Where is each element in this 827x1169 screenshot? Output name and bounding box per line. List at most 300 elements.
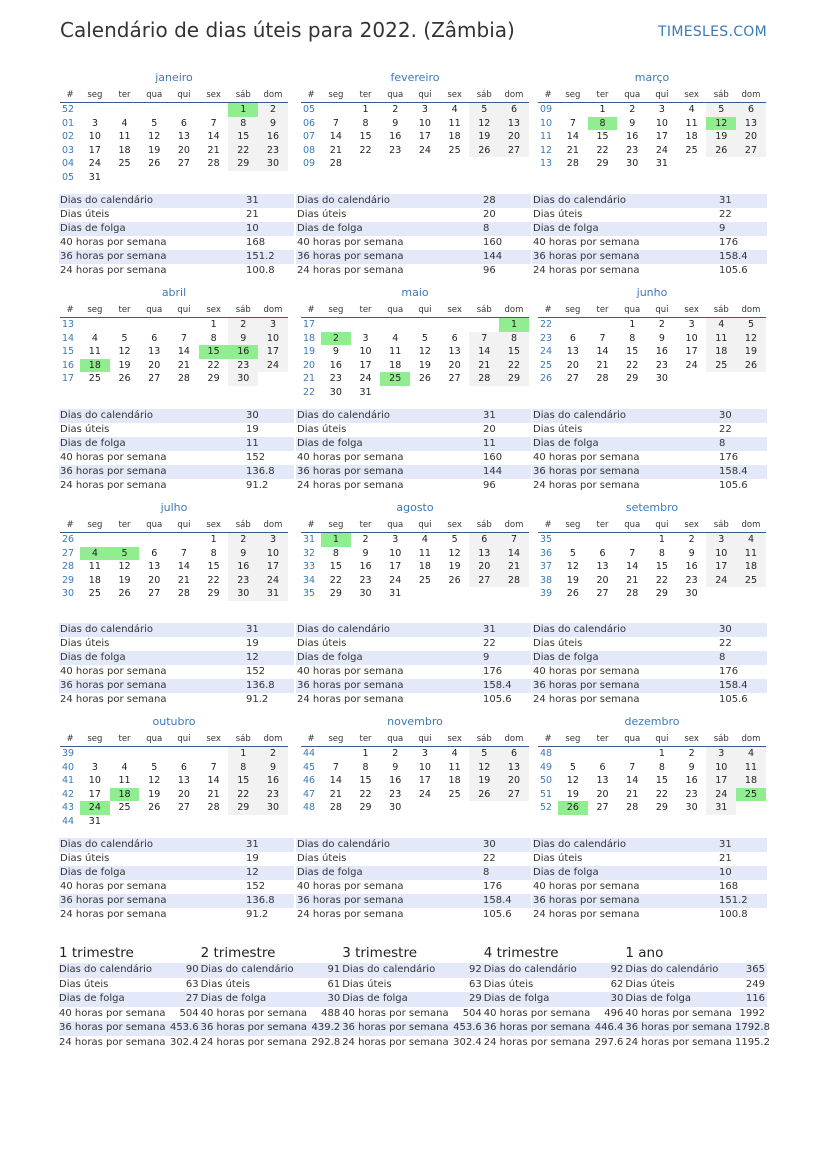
- day-cell: 24: [258, 574, 288, 588]
- day-cell: [588, 533, 618, 547]
- week-number: 26: [540, 373, 553, 384]
- weekday-header: ter: [351, 518, 381, 533]
- weekday-header: sáb: [706, 303, 736, 318]
- day-cell: 13: [736, 117, 766, 131]
- day-cell: 13: [177, 775, 190, 786]
- day-cell: 12: [118, 561, 131, 572]
- day-cell: 16: [329, 359, 342, 371]
- weekday-header: sáb: [469, 88, 499, 103]
- day-cell: 31: [359, 386, 372, 398]
- day-cell: 3: [91, 117, 98, 129]
- day-cell: 4: [80, 547, 110, 561]
- stats-value: 136.8: [246, 680, 275, 691]
- stats-label: 40 horas por semana: [60, 452, 167, 463]
- summary-cell: [59, 1007, 201, 1022]
- month-grid: [301, 88, 529, 171]
- day-cell: [139, 815, 169, 829]
- summary-table: [59, 944, 770, 1050]
- day-cell: 21: [207, 144, 220, 156]
- day-cell: [139, 747, 169, 761]
- stats-value: 100.8: [246, 265, 275, 276]
- weekday-header: ter: [588, 518, 618, 533]
- day-cell: 25: [118, 158, 131, 169]
- day-cell: 11: [448, 761, 461, 773]
- day-cell: 2: [321, 332, 351, 346]
- summary-label: Dias de folga: [483, 993, 550, 1004]
- day-cell: [469, 587, 499, 601]
- day-cell: 13: [469, 547, 499, 561]
- day-cell: 28: [177, 588, 190, 599]
- day-cell: [258, 815, 288, 829]
- stats-row: [59, 637, 294, 651]
- day-cell: 29: [596, 158, 609, 169]
- day-cell: 26: [118, 373, 131, 384]
- stats-value: 158.4: [483, 680, 512, 691]
- day-cell: 31: [258, 587, 288, 601]
- day-cell: 6: [151, 547, 158, 559]
- day-cell: 11: [706, 332, 736, 346]
- weekday-header: #: [538, 732, 558, 747]
- stats-row: [296, 908, 531, 922]
- day-cell: 19: [448, 561, 461, 572]
- week-number: 48: [540, 748, 553, 759]
- month-stats: [296, 194, 531, 278]
- stats-label: 36 horas por semana: [533, 251, 640, 262]
- day-cell: 21: [177, 359, 190, 371]
- stats-row: [59, 623, 294, 637]
- day-cell: [410, 157, 440, 171]
- day-cell: 28: [626, 588, 639, 599]
- summary-cell: [59, 1036, 201, 1051]
- day-cell: 12: [418, 346, 431, 357]
- day-cell: 27: [177, 158, 190, 169]
- day-cell: 5: [569, 761, 576, 773]
- stats-label: Dias de folga: [533, 438, 599, 449]
- stats-value: 91.2: [246, 694, 269, 705]
- day-cell: 8: [362, 117, 369, 129]
- day-cell: 4: [688, 104, 695, 115]
- day-cell: [199, 747, 229, 761]
- day-cell: 25: [380, 372, 410, 386]
- week-number: 02: [62, 131, 75, 142]
- day-cell: 26: [558, 801, 588, 815]
- summary-label: 24 horas por semana: [342, 1036, 449, 1048]
- stats-value: 176: [719, 666, 739, 677]
- week-number: 48: [303, 802, 316, 813]
- weekday-header: seg: [80, 732, 110, 747]
- stats-value: 30: [719, 410, 732, 421]
- day-cell: 13: [148, 561, 161, 572]
- day-cell: 18: [389, 359, 402, 371]
- day-cell: 22: [359, 788, 372, 800]
- summary-value: 365: [745, 964, 765, 975]
- day-cell: 11: [448, 117, 461, 129]
- day-cell: 21: [626, 788, 639, 800]
- day-cell: 31: [88, 815, 101, 827]
- month-calendar: [538, 285, 766, 386]
- summary-value: 63: [185, 978, 199, 990]
- day-cell: [706, 157, 736, 171]
- stats-label: Dias úteis: [60, 209, 110, 220]
- day-cell: 21: [469, 359, 499, 373]
- day-cell: 28: [329, 802, 342, 813]
- stats-row: [532, 880, 767, 894]
- day-cell: 3: [421, 748, 428, 759]
- day-cell: 20: [469, 560, 499, 574]
- week-number: 44: [62, 815, 75, 827]
- weekday-header: qui: [647, 518, 677, 533]
- weekday-header: qui: [647, 303, 677, 318]
- week-number: 43: [62, 802, 75, 813]
- week-number: 17: [62, 373, 75, 384]
- week-number: 49: [540, 761, 553, 773]
- day-cell: [617, 747, 647, 761]
- day-cell: 15: [655, 561, 668, 572]
- week-number: 46: [303, 775, 316, 786]
- stats-label: Dias do calendário: [533, 839, 627, 850]
- summary-value: 1195.2: [734, 1036, 770, 1048]
- week-number: 19: [303, 346, 316, 357]
- summary-label: 24 horas por semana: [59, 1036, 166, 1048]
- month-grid: [60, 518, 288, 601]
- summary-cell: [342, 1007, 484, 1022]
- week-number: 32: [303, 547, 316, 559]
- day-cell: 12: [566, 775, 579, 786]
- stats-row: [59, 665, 294, 679]
- day-cell: [80, 533, 110, 547]
- month-calendar: [538, 500, 766, 601]
- day-cell: 16: [258, 130, 288, 144]
- day-cell: [558, 103, 588, 117]
- weekday-header: sáb: [469, 518, 499, 533]
- day-cell: 3: [362, 332, 369, 344]
- day-cell: 7: [332, 761, 339, 773]
- weekday-header: qui: [410, 518, 440, 533]
- summary-label: Dias do calendário: [625, 964, 719, 975]
- day-cell: [351, 318, 381, 332]
- summary-label: Dias do calendário: [342, 964, 436, 975]
- month-name: setembro: [625, 501, 679, 514]
- week-number: 04: [62, 158, 75, 169]
- day-cell: 16: [685, 775, 698, 786]
- day-cell: 5: [110, 547, 140, 561]
- summary-row: [59, 978, 767, 993]
- week-number: 30: [62, 588, 75, 599]
- summary-cell: [342, 1021, 484, 1036]
- summary-cell: [484, 978, 626, 993]
- stats-value: 158.4: [719, 466, 748, 477]
- day-cell: [440, 587, 470, 601]
- stats-label: Dias de folga: [533, 223, 599, 234]
- stats-row: [532, 465, 767, 479]
- weekday-header: #: [538, 518, 558, 533]
- day-cell: [110, 815, 140, 829]
- day-cell: 22: [207, 359, 220, 371]
- stats-label: 40 horas por semana: [60, 666, 167, 677]
- stats-value: 151.2: [719, 895, 748, 906]
- day-cell: [139, 103, 169, 117]
- stats-row: [59, 194, 294, 208]
- day-cell: 30: [389, 802, 402, 813]
- day-cell: 2: [688, 748, 695, 759]
- weekday-header: dom: [258, 518, 288, 533]
- stats-row: [59, 465, 294, 479]
- stats-row: [532, 693, 767, 707]
- day-cell: 2: [629, 104, 636, 115]
- stats-value: 30: [719, 624, 732, 635]
- week-number: 06: [303, 117, 316, 129]
- day-cell: 13: [596, 561, 609, 572]
- month-stats: [296, 838, 531, 922]
- day-cell: 4: [451, 104, 458, 115]
- day-cell: 5: [151, 117, 158, 129]
- day-cell: 24: [655, 144, 668, 156]
- day-cell: [228, 171, 258, 185]
- summary-value: 116: [745, 993, 765, 1004]
- day-cell: 9: [658, 332, 665, 344]
- day-cell: 24: [418, 788, 431, 800]
- stats-row: [532, 222, 767, 236]
- week-number: 39: [540, 588, 553, 599]
- day-cell: 17: [359, 359, 372, 371]
- day-cell: 27: [736, 144, 766, 158]
- summary-cell: [625, 978, 767, 993]
- day-cell: 17: [389, 561, 402, 572]
- stats-value: 12: [246, 867, 259, 878]
- day-cell: 2: [392, 748, 399, 759]
- day-cell: 3: [421, 104, 428, 115]
- day-cell: 10: [685, 332, 698, 344]
- day-cell: 2: [362, 534, 369, 545]
- day-cell: [440, 318, 470, 332]
- day-cell: 23: [685, 788, 698, 800]
- brand-link[interactable]: TIMESLES.COM: [658, 24, 767, 40]
- stats-row: [532, 264, 767, 278]
- day-cell: 3: [258, 318, 288, 332]
- day-cell: 23: [329, 373, 342, 384]
- stats-row: [296, 880, 531, 894]
- month-name: dezembro: [624, 715, 680, 728]
- day-cell: 5: [421, 332, 428, 344]
- month-name: julho: [160, 501, 188, 514]
- stats-value: 8: [483, 867, 490, 878]
- day-cell: 18: [448, 131, 461, 142]
- stats-value: 100.8: [719, 909, 748, 920]
- summary-value: 297.6: [594, 1036, 624, 1048]
- day-cell: 6: [451, 332, 458, 344]
- stats-row: [59, 479, 294, 493]
- day-cell: 7: [180, 547, 187, 559]
- stats-label: Dias úteis: [533, 853, 583, 864]
- day-cell: 16: [228, 560, 258, 574]
- summary-cell: [59, 978, 201, 993]
- day-cell: 13: [566, 346, 579, 357]
- stats-value: 11: [483, 438, 496, 449]
- day-cell: 31: [706, 801, 736, 815]
- month-stats: [59, 409, 294, 493]
- day-cell: 14: [469, 345, 499, 359]
- summary-label: 40 horas por semana: [200, 1007, 308, 1019]
- day-cell: 25: [448, 144, 461, 156]
- summary-value: 453.6: [453, 1022, 482, 1033]
- day-cell: 1: [321, 533, 351, 547]
- day-cell: 22: [228, 788, 258, 802]
- weekday-header: ter: [110, 303, 140, 318]
- day-cell: 21: [566, 144, 579, 156]
- day-cell: 7: [499, 533, 529, 547]
- month-name: abril: [161, 286, 187, 299]
- weekday-header: sáb: [228, 732, 258, 747]
- weekday-header: dom: [736, 88, 766, 103]
- day-cell: 25: [118, 802, 131, 813]
- day-cell: [169, 815, 199, 829]
- day-cell: 26: [418, 373, 431, 384]
- day-cell: 22: [499, 359, 529, 373]
- day-cell: 6: [736, 103, 766, 117]
- summary-label: Dias de folga: [59, 993, 125, 1004]
- weekday-header: sáb: [706, 732, 736, 747]
- stats-label: 36 horas por semana: [533, 895, 640, 906]
- day-cell: [199, 815, 229, 829]
- stats-value: 91.2: [246, 480, 269, 491]
- day-cell: 11: [88, 346, 101, 357]
- stats-row: [296, 236, 531, 250]
- stats-label: Dias úteis: [60, 853, 110, 864]
- day-cell: 28: [626, 802, 639, 813]
- day-cell: 1: [210, 319, 217, 330]
- stats-row: [296, 423, 531, 437]
- day-cell: 3: [258, 533, 288, 547]
- day-cell: 13: [148, 346, 161, 357]
- month-stats: [59, 194, 294, 278]
- day-cell: 20: [148, 359, 161, 371]
- day-cell: [410, 318, 440, 332]
- summary-cell: [625, 1007, 767, 1022]
- weekday-header: qua: [617, 518, 647, 533]
- day-cell: 25: [706, 359, 736, 373]
- day-cell: 9: [258, 761, 288, 775]
- stats-label: Dias de folga: [60, 652, 126, 663]
- day-cell: [80, 318, 110, 332]
- day-cell: 8: [362, 761, 369, 773]
- weekday-header: #: [60, 88, 80, 103]
- day-cell: 26: [148, 158, 161, 169]
- day-cell: 17: [706, 774, 736, 788]
- day-cell: [258, 171, 288, 185]
- weekday-header: sex: [677, 732, 707, 747]
- weekday-header: ter: [588, 732, 618, 747]
- day-cell: 3: [392, 534, 399, 545]
- day-cell: [736, 587, 766, 601]
- weekday-header: #: [60, 303, 80, 318]
- day-cell: 6: [151, 332, 158, 344]
- stats-label: 24 horas por semana: [60, 480, 167, 491]
- stats-value: 31: [719, 839, 732, 850]
- month-name: março: [634, 71, 670, 84]
- stats-value: 158.4: [483, 895, 512, 906]
- day-cell: 16: [655, 346, 668, 357]
- day-cell: 17: [655, 131, 668, 142]
- summary-header: [59, 944, 767, 963]
- day-cell: [558, 533, 588, 547]
- stats-label: 24 horas por semana: [297, 694, 404, 705]
- week-number: 41: [62, 775, 75, 786]
- stats-label: Dias de folga: [533, 867, 599, 878]
- summary-title: 4 trimestre: [483, 945, 559, 961]
- day-cell: 24: [258, 359, 288, 373]
- day-cell: 3: [688, 319, 695, 330]
- day-cell: 19: [566, 788, 579, 800]
- stats-row: [296, 437, 531, 451]
- stats-label: Dias de folga: [60, 223, 126, 234]
- day-cell: 3: [706, 747, 736, 761]
- day-cell: 15: [199, 345, 229, 359]
- stats-value: 22: [719, 638, 732, 649]
- week-number: 16: [62, 359, 75, 371]
- stats-row: [59, 451, 294, 465]
- day-cell: [499, 157, 529, 171]
- day-cell: [736, 372, 766, 386]
- weekday-header: qua: [380, 88, 410, 103]
- stats-label: 24 horas por semana: [60, 694, 167, 705]
- day-cell: 4: [121, 117, 128, 129]
- day-cell: [588, 747, 618, 761]
- day-cell: 1: [599, 104, 606, 115]
- day-cell: 30: [359, 588, 372, 599]
- summary-cell: [484, 1021, 626, 1036]
- weekday-header: dom: [736, 732, 766, 747]
- month-name: junho: [636, 286, 668, 299]
- stats-row: [296, 651, 531, 665]
- day-cell: 12: [566, 561, 579, 572]
- summary-label: 40 horas por semana: [59, 1007, 166, 1019]
- day-cell: 5: [121, 332, 128, 344]
- day-cell: 9: [392, 761, 399, 773]
- summary-cell: [201, 1007, 343, 1022]
- day-cell: 18: [736, 560, 766, 574]
- stats-value: 105.6: [719, 694, 748, 705]
- summary-cell: [484, 1007, 626, 1022]
- day-cell: 25: [736, 788, 766, 802]
- weekday-header: ter: [351, 732, 381, 747]
- day-cell: 28: [207, 802, 220, 813]
- week-number: 36: [540, 547, 553, 559]
- day-cell: 23: [655, 359, 668, 371]
- stats-label: 36 horas por semana: [533, 466, 640, 477]
- week-number: 28: [62, 561, 75, 572]
- day-cell: 26: [448, 574, 461, 586]
- month-name: agosto: [396, 501, 434, 514]
- day-cell: 27: [469, 574, 499, 588]
- summary-label: Dias úteis: [483, 978, 534, 990]
- week-number: 38: [540, 574, 553, 586]
- day-cell: 18: [685, 131, 698, 142]
- month-name: janeiro: [155, 71, 193, 84]
- weekday-header: dom: [736, 303, 766, 318]
- stats-label: 40 horas por semana: [533, 237, 640, 248]
- day-cell: 11: [736, 547, 766, 561]
- stats-value: 176: [483, 666, 503, 677]
- weekday-header: seg: [558, 303, 588, 318]
- day-cell: 9: [629, 117, 636, 129]
- stats-row: [532, 451, 767, 465]
- summary-title: 2 trimestre: [200, 945, 276, 961]
- day-cell: [469, 157, 499, 171]
- day-cell: 29: [228, 801, 258, 815]
- month-calendar: [538, 70, 766, 171]
- week-number: 44: [303, 748, 316, 759]
- weekday-header: sex: [440, 88, 470, 103]
